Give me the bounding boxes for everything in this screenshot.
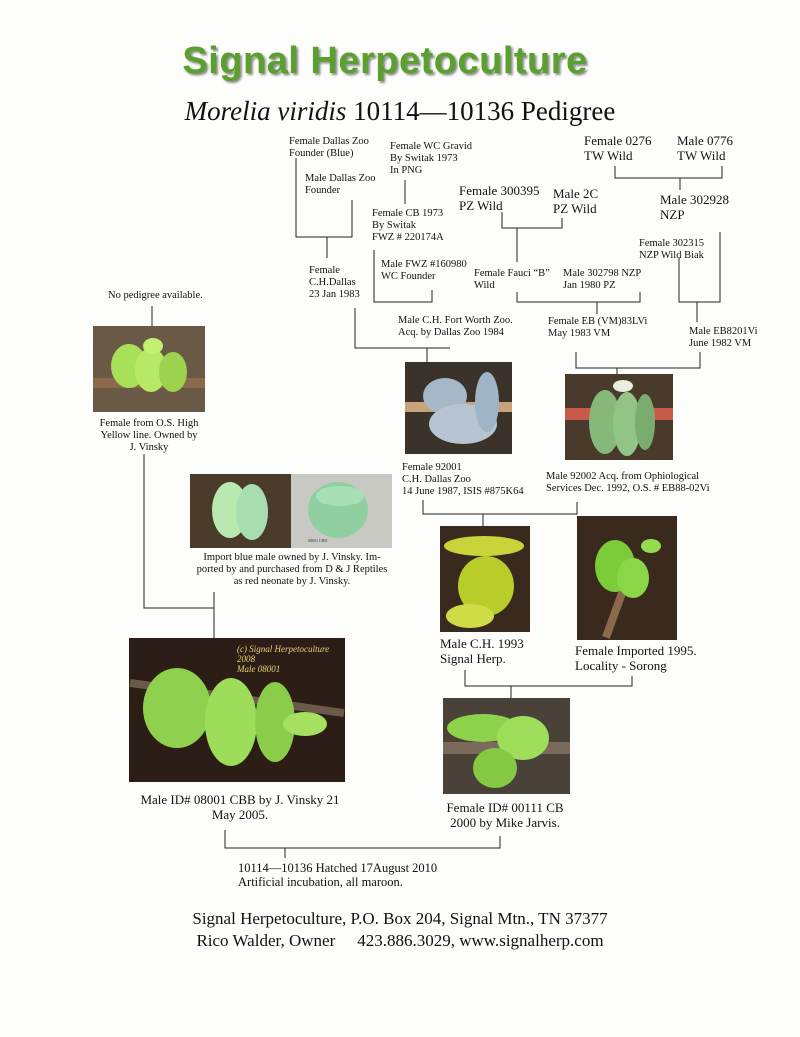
node-female-92001: Female 92001 C.H. Dallas Zoo 14 June 1987, ISIS #875K64 [402, 462, 524, 497]
footer-address: Signal Herpetoculture, P.O. Box 204, Signal Mtn., TN 37377 [192, 909, 608, 928]
node-clutch-10114-10136: 10114—10136 Hatched 17August 2010 Artificial incubation, all maroon. [238, 861, 438, 889]
node-female-dallas-zoo-founder: Female Dallas Zoo Founder (Blue) [289, 136, 369, 159]
node-male-ch-1993: Male C.H. 1993 Signal Herp. [440, 636, 524, 666]
node-female-os-high: Female from O.S. High Yellow line. Owned by J. Vinsky [99, 418, 199, 453]
photo-male-92002 [565, 374, 673, 460]
node-female-ch-dallas: Female C.H.Dallas 23 Jan 1983 [309, 265, 360, 300]
photo-female-00111 [443, 698, 570, 794]
node-female-300395: Female 300395 PZ Wild [459, 183, 540, 213]
node-male-fwz-160980: Male FWZ #160980 WC Founder [381, 259, 467, 282]
photo-import-blue-male [190, 474, 392, 548]
node-female-302315: Female 302315 NZP Wild Biak [639, 238, 705, 261]
node-male-302798: Male 302798 NZP Jan 1980 PZ [563, 268, 642, 291]
footer-phone-website: 423.886.3029, www.signalherp.com [357, 931, 604, 950]
node-female-wc-gravid: Female WC Gravid By Switak 1973 In PNG [390, 141, 473, 176]
photo-female-imported-1995 [577, 516, 677, 640]
node-female-fauci-b: Female Fauci “B” Wild [474, 268, 550, 291]
footer-owner: Rico Walder, Owner [196, 931, 336, 950]
photo-male-08001 [129, 638, 345, 782]
node-male-08001: Male ID# 08001 CBB by J. Vinsky 21 May 2005. [140, 792, 340, 822]
photo-male-ch-1993 [440, 526, 530, 632]
node-male-ch-fort-worth: Male C.H. Fort Worth Zoo. Acq. by Dallas Zoo 1984 [398, 315, 513, 338]
node-male-302928: Male 302928 NZP [660, 192, 729, 222]
node-male-92002: Male 92002 Acq. from Ophiological Services Dec. 1992, O.S. # EB88-02Vi [546, 471, 710, 494]
node-female-eb-83lvi: Female EB (VM)83LVi May 1983 VM [548, 316, 648, 339]
node-import-blue-male: Import blue male owned by J. Vinsky. Im- ported by and purchased from D & J Reptiles as red neonate by J. Vinsky. [196, 552, 388, 587]
photo-tag: 08001 CBB [308, 538, 328, 543]
node-no-pedigree: No pedigree available. [108, 290, 203, 301]
photo-female-92001 [405, 362, 512, 454]
node-male-2c: Male 2C PZ Wild [553, 186, 599, 216]
footer-contact [0, 931, 800, 951]
photo-female-os-high-yellow [93, 326, 205, 412]
node-male-eb8201vi: Male EB8201Vi June 1982 VM [689, 326, 758, 349]
node-female-0276: Female 0276 TW Wild [584, 133, 652, 163]
node-female-00111: Female ID# 00111 CB 2000 by Mike Jarvis. [446, 800, 564, 830]
node-male-dallas-zoo-founder: Male Dallas Zoo Founder [305, 173, 376, 196]
node-female-cb-1973: Female CB 1973 By Switak FWZ # 220174A [372, 208, 444, 243]
node-male-0776: Male 0776 TW Wild [677, 133, 733, 163]
photo-watermark: (c) Signal Herpetoculture 2008 Male 08001 [237, 644, 330, 674]
brand-title: Signal Herpetoculture [182, 40, 588, 82]
page-title: Morelia viridis 10114—10136 Pedigree [184, 96, 616, 126]
node-female-imported-1995: Female Imported 1995. Locality - Sorong [575, 643, 697, 673]
